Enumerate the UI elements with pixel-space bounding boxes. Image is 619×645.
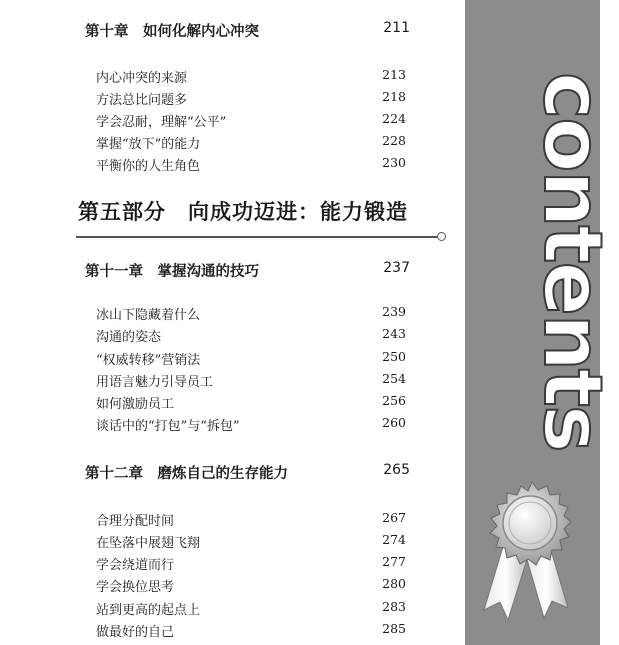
entry-page-number: 218 (382, 89, 406, 104)
entry-title: 学会绕道而行 (96, 558, 175, 573)
chapter-page-number: 211 (383, 20, 410, 36)
toc-entry[interactable] (96, 532, 406, 551)
toc-entry[interactable] (96, 133, 406, 152)
entry-title: 掌握“放下”的能力 (96, 137, 201, 152)
entry-title: 学会换位思考 (96, 580, 175, 595)
entry-title: 谈话中的“打包”与“拆包” (96, 419, 240, 434)
chapter-page-number: 237 (383, 260, 410, 276)
entry-page-number: 260 (382, 415, 406, 430)
entry-page-number: 267 (382, 510, 406, 525)
entry-page-number: 243 (382, 326, 406, 341)
toc-entry[interactable] (96, 155, 406, 174)
divider-end-circle (437, 232, 446, 241)
toc-entry[interactable] (96, 621, 406, 640)
toc-entry[interactable] (96, 111, 406, 130)
toc-entry[interactable] (96, 371, 406, 390)
entry-page-number: 250 (382, 349, 406, 364)
entry-page-number: 285 (382, 621, 406, 636)
award-badge-icon (470, 478, 595, 638)
entry-page-number: 239 (382, 304, 406, 319)
toc-entry[interactable] (96, 349, 406, 368)
entry-title: “权威转移”营销法 (96, 353, 201, 368)
entry-title: 用语言魅力引导员工 (96, 375, 214, 390)
toc-entry[interactable] (96, 415, 406, 434)
entry-title: 学会忍耐，理解“公平” (96, 115, 227, 130)
entry-page-number: 213 (382, 67, 406, 82)
toc-entry[interactable] (96, 554, 406, 573)
toc-chapter-12[interactable] (85, 462, 410, 483)
entry-title: 在坠落中展翅飞翔 (96, 536, 201, 551)
entry-title: 合理分配时间 (96, 514, 175, 529)
entry-title: 做最好的自己 (96, 625, 175, 640)
entry-title: 站到更高的起点上 (96, 603, 201, 618)
entry-title: 冰山下隐藏着什么 (96, 308, 201, 323)
entry-page-number: 277 (382, 554, 406, 569)
entry-page-number: 256 (382, 393, 406, 408)
entry-page-number: 280 (382, 576, 406, 591)
toc-entry[interactable] (96, 510, 406, 529)
toc-entry[interactable] (96, 393, 406, 412)
chapter-title: 第十一章 掌握沟通的技巧 (85, 264, 259, 280)
toc-entry[interactable] (96, 304, 406, 323)
entry-title: 平衡你的人生角色 (96, 159, 201, 174)
entry-page-number: 230 (382, 155, 406, 170)
entry-page-number: 274 (382, 532, 406, 547)
entry-page-number: 254 (382, 371, 406, 386)
entry-page-number: 224 (382, 111, 406, 126)
toc-entry[interactable] (96, 89, 406, 108)
chapter-title: 第十章 如何化解内心冲突 (85, 24, 259, 40)
toc-entry[interactable] (96, 599, 406, 618)
entry-title: 内心冲突的来源 (96, 71, 188, 86)
entry-title: 如何激励员工 (96, 397, 175, 412)
entry-title: 沟通的姿态 (96, 330, 162, 345)
chapter-title: 第十二章 磨炼自己的生存能力 (85, 466, 288, 482)
toc-chapter-11[interactable] (85, 260, 410, 281)
part-divider-line (76, 236, 440, 238)
toc-chapter-10[interactable] (85, 20, 410, 41)
toc-entry[interactable] (96, 67, 406, 86)
chapter-page-number: 265 (383, 462, 410, 478)
entry-title: 方法总比问题多 (96, 93, 188, 108)
part-heading: 第五部分 向成功迈进：能力锻造 (78, 200, 408, 224)
toc-entry[interactable] (96, 576, 406, 595)
toc-entry[interactable] (96, 326, 406, 345)
entry-page-number: 283 (382, 599, 406, 614)
entry-page-number: 228 (382, 133, 406, 148)
contents-sidebar-word: contents (526, 72, 619, 451)
